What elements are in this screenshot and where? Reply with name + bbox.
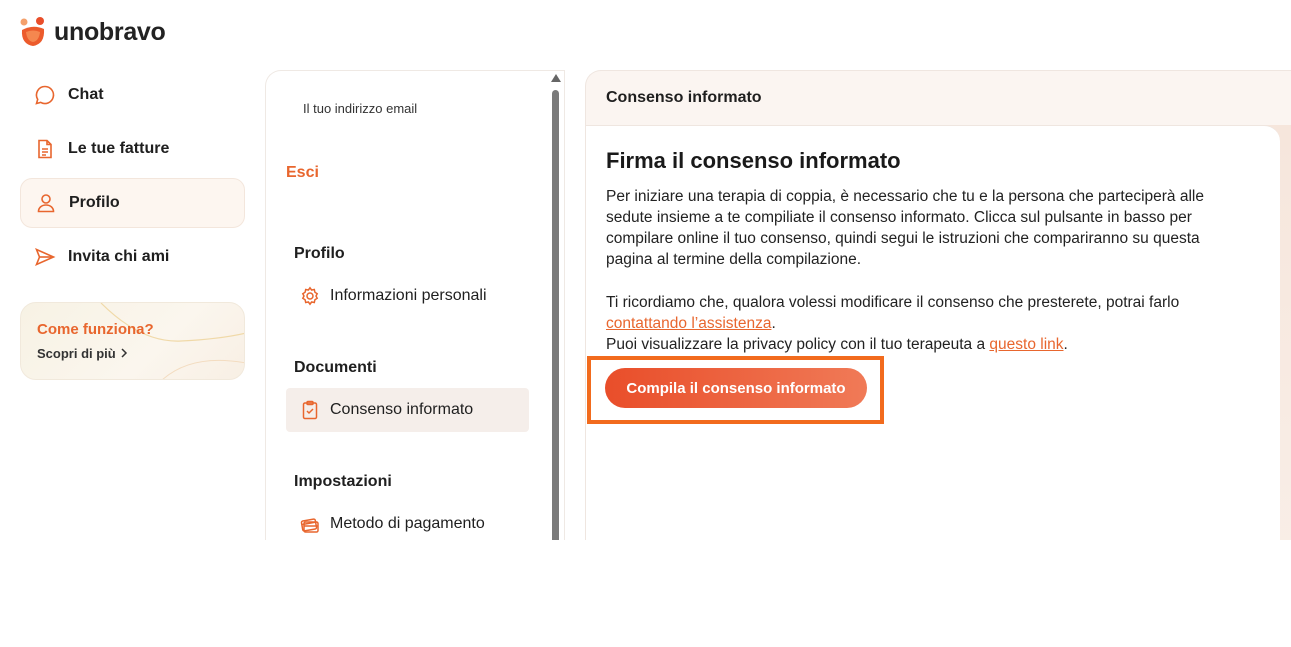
scroll-up-arrow-icon[interactable] — [551, 74, 561, 82]
user-icon — [35, 192, 57, 214]
privacy-policy-link[interactable]: questo link — [989, 336, 1064, 353]
credit-card-icon — [300, 514, 320, 534]
menu-item-payment-method[interactable] — [286, 502, 529, 540]
menu-item-label: Consenso informato — [330, 401, 474, 418]
send-icon — [34, 246, 56, 268]
sidebar-item-invite[interactable] — [20, 232, 245, 282]
section-title-settings: Impostazioni — [294, 473, 392, 490]
period: . — [1063, 336, 1068, 353]
logout-link[interactable]: Esci — [286, 164, 319, 181]
menu-item-informed-consent[interactable] — [286, 388, 529, 432]
page-title: Firma il consenso informato — [606, 148, 901, 173]
document-icon — [34, 138, 56, 160]
panel-header: Consenso informato — [606, 89, 762, 106]
sidebar-nav — [20, 70, 245, 286]
modify-consent-paragraph — [606, 292, 1246, 355]
period: . — [771, 315, 776, 332]
sidebar-item-profile[interactable] — [20, 178, 245, 228]
modify-consent-text: Ti ricordiamo che, qualora volessi modificare il consenso che presterete, potrai farlo — [606, 294, 1180, 311]
section-title-documents: Documenti — [294, 359, 377, 376]
clipboard-check-icon — [300, 400, 320, 420]
menu-item-personal-info[interactable] — [286, 274, 529, 318]
scrollbar[interactable] — [550, 72, 562, 540]
consent-card — [586, 125, 1280, 540]
promo-decoration — [21, 303, 245, 380]
promo-link[interactable] — [37, 346, 128, 361]
chevron-right-icon — [120, 346, 128, 361]
sidebar-item-label: Le tue fatture — [68, 140, 170, 157]
menu-item-label: Informazioni personali — [330, 287, 487, 304]
sidebar-item-label: Invita chi ami — [68, 248, 170, 265]
email-label: Il tuo indirizzo email — [303, 101, 418, 116]
gear-icon — [300, 286, 320, 306]
how-it-works-card[interactable] — [20, 302, 245, 380]
menu-item-label: Metodo di pagamento — [330, 515, 485, 532]
intro-paragraph: Per iniziare una terapia di coppia, è necessario che tu e la persona che parteciperà alle sedute insieme a te compiliate il consenso informato. Clicca sul pulsante in basso per compilare online il tuo consenso, quindi segui le istruzioni che compariranno su questa pagina al termine della compilazione. — [606, 188, 1204, 268]
scroll-thumb[interactable] — [552, 90, 559, 540]
fill-consent-button[interactable]: Compila il consenso informato — [605, 368, 867, 408]
sidebar-item-invoices[interactable] — [20, 124, 245, 174]
promo-title: Come funziona? — [37, 321, 154, 338]
chat-bubble-icon — [34, 84, 56, 106]
sidebar-item-label: Chat — [68, 86, 104, 103]
logo-icon — [20, 16, 46, 48]
sidebar-item-chat[interactable] — [20, 70, 245, 120]
logo[interactable] — [20, 16, 166, 48]
logo-text: unobravo — [54, 17, 166, 46]
content-panel — [585, 70, 1291, 540]
privacy-text: Puoi visualizzare la privacy policy con il tuo terapeuta a — [606, 336, 986, 353]
contact-support-link[interactable]: contattando l’assistenza — [606, 315, 772, 332]
profile-menu-panel — [265, 70, 565, 540]
section-title-profile: Profilo — [294, 245, 345, 262]
sidebar-item-label: Profilo — [69, 194, 120, 211]
promo-link-label: Scopri di più — [37, 346, 116, 361]
